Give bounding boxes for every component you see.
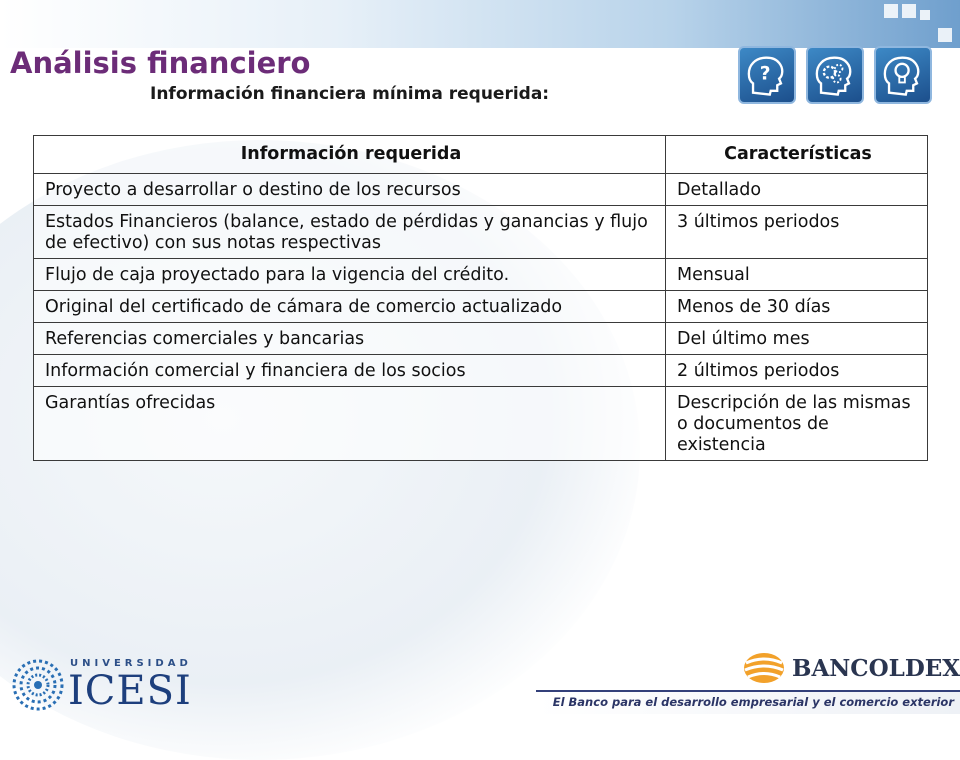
- bancoldex-globe-icon: [742, 651, 786, 685]
- bancoldex-tagline: El Banco para el desarrollo empresarial y el comercio exterior: [552, 695, 954, 709]
- table-row: [34, 174, 928, 206]
- page-subtitle: Información financiera mínima requerida:: [150, 84, 550, 104]
- table-row: [34, 291, 928, 323]
- table-cell: Mensual: [666, 259, 928, 291]
- table-cell: 2 últimos periodos: [666, 355, 928, 387]
- lightbulb-head-icon: [874, 46, 932, 104]
- column-header: Información requerida: [34, 136, 666, 174]
- icesi-logo: [12, 655, 192, 715]
- svg-text:?: ?: [759, 63, 771, 85]
- gears-head-icon: [806, 46, 864, 104]
- table-cell: Estados Financieros (balance, estado de pérdidas y ganancias y flujo de efectivo) con sus notas respectivas: [34, 206, 666, 259]
- table-row: [34, 259, 928, 291]
- table-row: [34, 323, 928, 355]
- icesi-emblem-icon: [12, 659, 64, 711]
- table-row: [34, 387, 928, 461]
- table-row: [34, 355, 928, 387]
- table-cell: 3 últimos periodos: [666, 206, 928, 259]
- table-row: [34, 206, 928, 259]
- table-cell: Original del certificado de cámara de comercio actualizado: [34, 291, 666, 323]
- bancoldex-logo: [742, 651, 960, 685]
- header-band: [0, 0, 960, 48]
- table-cell: Descripción de las mismas o documentos de existencia: [666, 387, 928, 461]
- table-cell: Información comercial y financiera de los socios: [34, 355, 666, 387]
- tagline-bar: [536, 690, 960, 714]
- table-cell: Detallado: [666, 174, 928, 206]
- table-cell: Referencias comerciales y bancarias: [34, 323, 666, 355]
- table-cell: Proyecto a desarrollar o destino de los recursos: [34, 174, 666, 206]
- table-cell: Del último mes: [666, 323, 928, 355]
- question-head-icon: [738, 46, 796, 104]
- table-cell: Garantías ofrecidas: [34, 387, 666, 461]
- table-header-row: [34, 136, 928, 174]
- head-icons-group: [738, 46, 938, 108]
- page-title: Análisis financiero: [10, 46, 311, 80]
- table-cell: Flujo de caja proyectado para la vigencia del crédito.: [34, 259, 666, 291]
- icesi-name: ICESI: [68, 668, 192, 714]
- column-header: Características: [666, 136, 928, 174]
- icesi-university-label: UNIVERSIDAD: [70, 658, 192, 669]
- bancoldex-name: BANCOLDEX: [792, 655, 960, 682]
- requirements-table: [33, 135, 928, 461]
- table-cell: Menos de 30 días: [666, 291, 928, 323]
